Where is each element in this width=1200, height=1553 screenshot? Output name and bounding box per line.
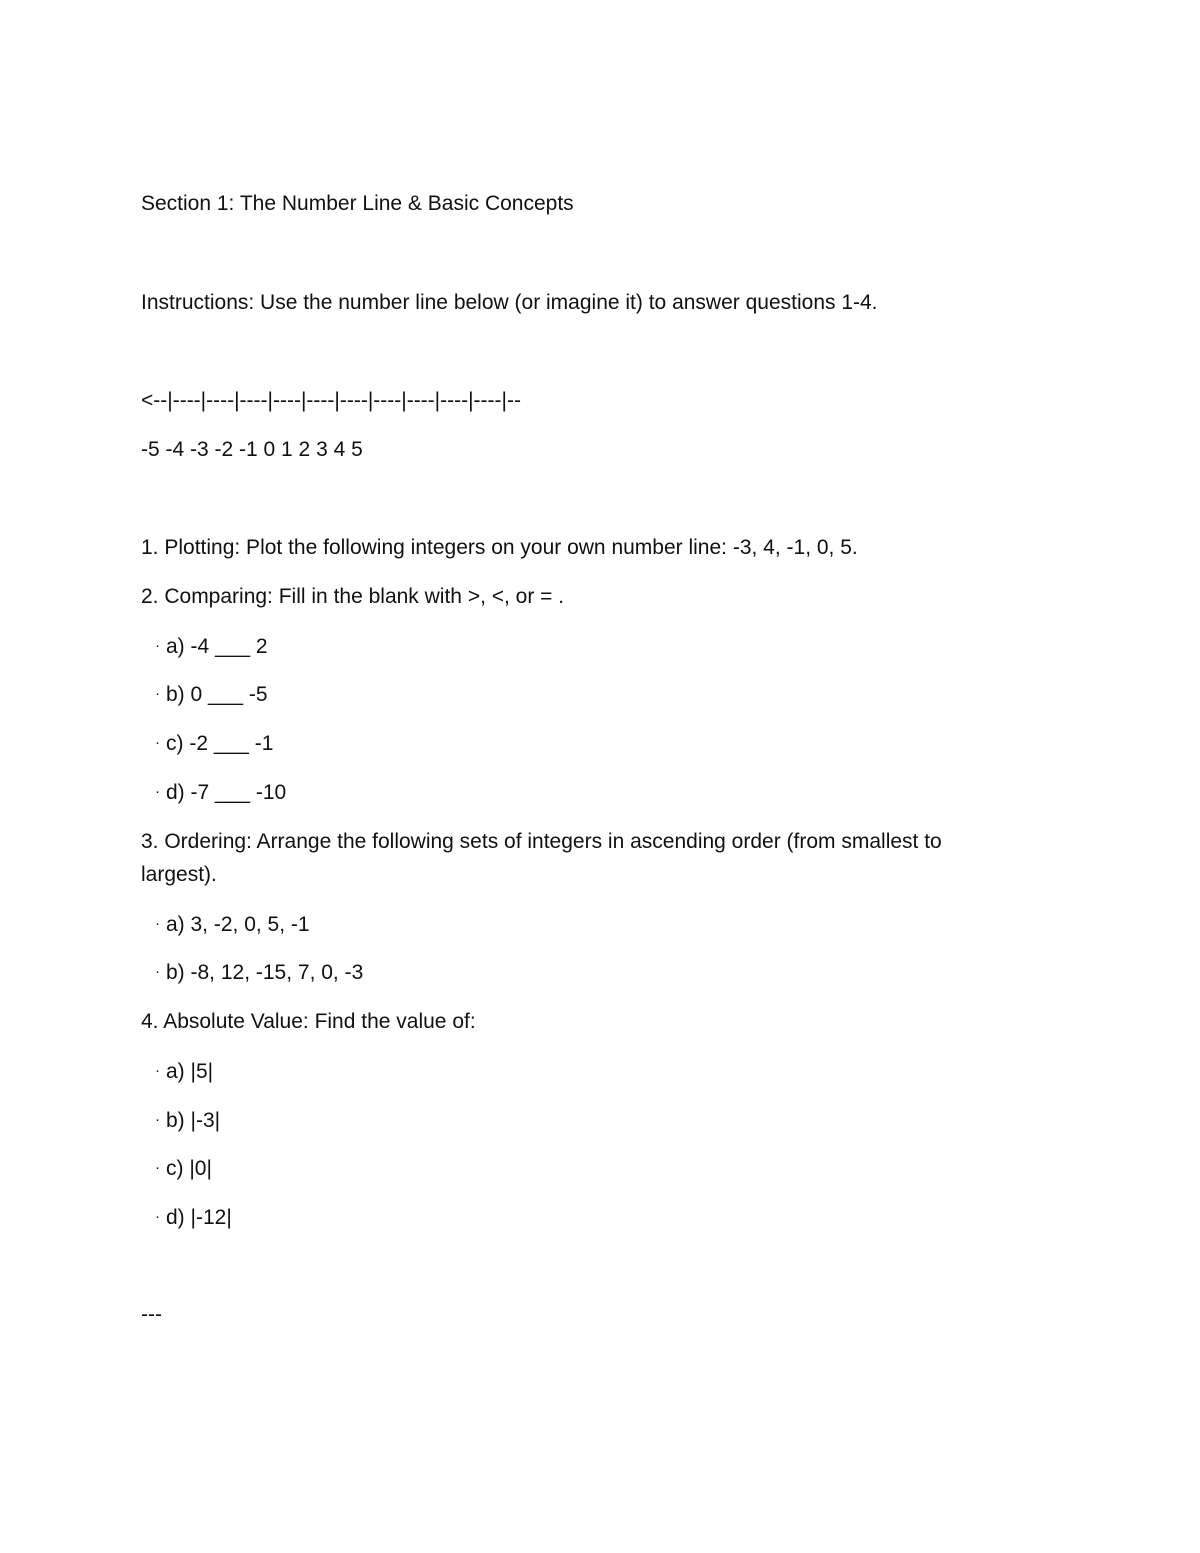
item-text: b) |-3| (166, 1109, 221, 1132)
question-4-item-a (155, 1058, 213, 1085)
bullet: · (155, 637, 160, 654)
question-2-item-a (155, 633, 268, 660)
question-3: 3. Ordering: Arrange the following sets of integers in ascending order (from smallest to largest). (141, 830, 942, 886)
bullet: · (155, 1208, 160, 1225)
question-3-item-b (155, 959, 363, 986)
item-text: c) -2 ___ -1 (166, 732, 274, 755)
bullet: · (155, 963, 160, 980)
section-title: Section 1: The Number Line & Basic Concepts (141, 192, 574, 215)
item-text: d) -7 ___ -10 (166, 781, 287, 804)
bullet: · (155, 1159, 160, 1176)
question-2-item-d (155, 779, 286, 806)
bullet: · (155, 783, 160, 800)
item-text: d) |-12| (166, 1206, 232, 1229)
bullet: · (155, 1111, 160, 1128)
item-text: a) |5| (166, 1060, 214, 1083)
question-4-item-c (155, 1155, 212, 1182)
item-text: b) 0 ___ -5 (166, 683, 268, 706)
item-text: b) -8, 12, -15, 7, 0, -3 (166, 961, 364, 984)
question-2-item-c (155, 730, 273, 757)
bullet: · (155, 1062, 160, 1079)
question-3-item-a (155, 911, 310, 938)
question-4-item-d (155, 1204, 232, 1231)
separator: --- (141, 1303, 162, 1326)
number-line-labels: -5 -4 -3 -2 -1 0 1 2 3 4 5 (141, 438, 363, 461)
bullet: · (155, 915, 160, 932)
question-2-item-b (155, 681, 268, 708)
question-4: 4. Absolute Value: Find the value of: (141, 1010, 476, 1033)
bullet: · (155, 734, 160, 751)
question-2: 2. Comparing: Fill in the blank with >, <, or = . (141, 585, 565, 608)
instructions: Instructions: Use the number line below (or imagine it) to answer questions 1-4. (141, 291, 878, 314)
question-4-item-b (155, 1107, 220, 1134)
item-text: a) -4 ___ 2 (166, 635, 268, 658)
bullet: · (155, 685, 160, 702)
item-text: a) 3, -2, 0, 5, -1 (166, 913, 310, 936)
item-text: c) |0| (166, 1157, 212, 1180)
number-line-ascii: <--|----|----|----|----|----|----|----|----|----|----|-- (141, 389, 521, 412)
question-1: 1. Plotting: Plot the following integers on your own number line: -3, 4, -1, 0, 5. (141, 536, 858, 559)
